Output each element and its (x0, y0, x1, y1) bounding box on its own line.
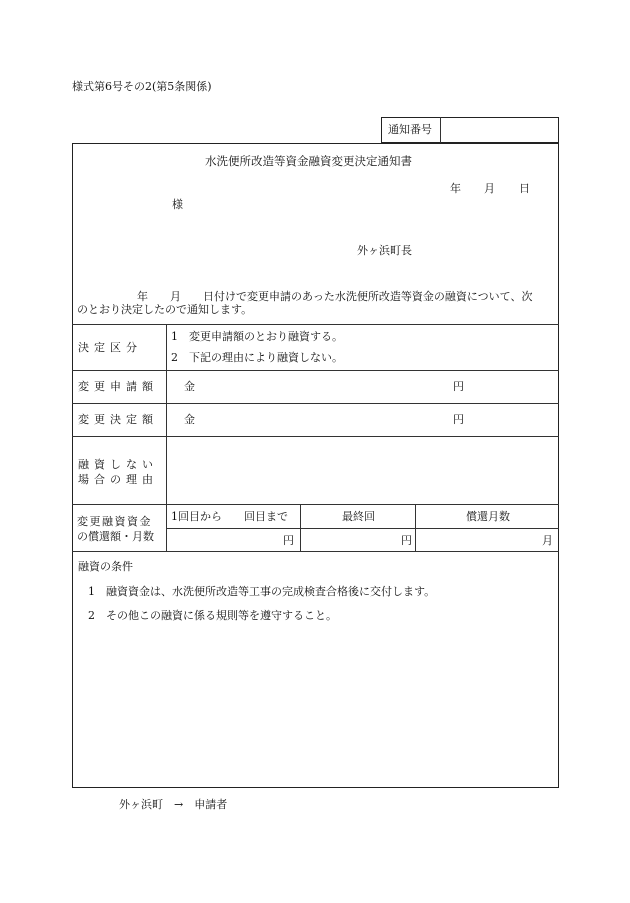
table-line (72, 324, 559, 325)
condition-item: 2 その他この融資に係る規則等を遵守すること。 (88, 609, 337, 622)
addressee-suffix: 様 (172, 198, 183, 211)
repayment-label-line1: 変更融資資金 (77, 515, 152, 528)
repayment-header-months: 償還月数 (466, 510, 510, 523)
reason-label-line2: 場合の理由 (78, 473, 158, 486)
repayment-header-final: 最終回 (342, 510, 375, 523)
repayment-column-divider (300, 504, 301, 551)
document-title: 水洗便所改造等資金融資変更決定通知書 (205, 154, 412, 168)
table-line (72, 504, 559, 505)
table-line (72, 551, 559, 552)
decision-label: 決定区分 (78, 341, 142, 354)
repayment-header-range: 1回目から 回目まで (171, 510, 288, 523)
label-column-divider (166, 324, 167, 551)
repayment-final-unit: 円 (401, 534, 412, 547)
decision-option-1: 1 変更申請額のとおり融資する。 (171, 330, 343, 343)
date-day: 日 (519, 182, 530, 195)
form-label: 様式第6号その2(第5条関係) (72, 80, 212, 93)
date-year: 年 (450, 182, 461, 195)
table-line (72, 436, 559, 437)
repayment-column-divider (415, 504, 416, 551)
conditions-heading: 融資の条件 (78, 560, 133, 573)
table-line (166, 528, 559, 529)
decided-amount-label: 変更決定額 (78, 413, 158, 426)
decision-option-2: 2 下記の理由により融資しない。 (171, 351, 343, 364)
reason-label-line1: 融資しない (78, 458, 158, 471)
body-text-line1: 年 月 日付けで変更申請のあった水洗便所改造等資金の融資について、次 (137, 290, 533, 303)
issuer: 外ヶ浜町長 (357, 244, 412, 257)
table-line (72, 403, 559, 404)
notice-number-label: 通知番号 (388, 123, 432, 136)
repayment-label-line2: の償還額・月数 (77, 530, 154, 543)
repayment-range-unit: 円 (283, 534, 294, 547)
requested-amount-unit: 円 (453, 380, 464, 393)
table-line (72, 370, 559, 371)
condition-item: 1 融資資金は、水洗便所改造等工事の完成検査合格後に交付します。 (88, 585, 436, 598)
repayment-months-unit: 月 (542, 534, 553, 547)
date-month: 月 (484, 182, 495, 195)
body-text-line2: のとおり決定したので通知します。 (77, 303, 253, 316)
decided-amount-prefix: 金 (184, 413, 195, 426)
notice-number-divider (440, 117, 441, 143)
decided-amount-unit: 円 (453, 413, 464, 426)
requested-amount-prefix: 金 (184, 380, 195, 393)
requested-amount-label: 変更申請額 (78, 380, 158, 393)
routing-footer: 外ヶ浜町 → 申請者 (119, 798, 228, 811)
